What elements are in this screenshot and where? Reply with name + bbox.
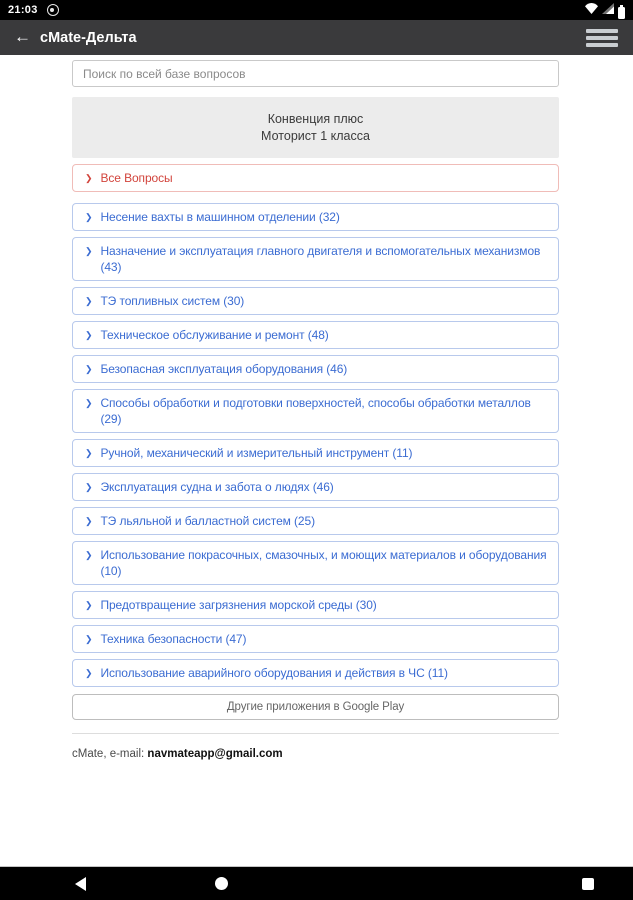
category-item[interactable] bbox=[72, 473, 559, 501]
chevron-right-icon: ❯ bbox=[85, 246, 93, 256]
category-item[interactable] bbox=[72, 507, 559, 535]
chevron-right-icon: ❯ bbox=[85, 482, 93, 492]
course-title: Конвенция плюс bbox=[267, 112, 364, 126]
menu-icon[interactable] bbox=[586, 27, 618, 49]
chevron-right-icon: ❯ bbox=[85, 448, 93, 458]
category-item[interactable] bbox=[72, 237, 559, 281]
category-label: Использование аварийного оборудования и действия в ЧС (11) bbox=[100, 666, 448, 680]
category-label: Безопасная эксплуатация оборудования (46) bbox=[100, 362, 348, 376]
google-play-button[interactable] bbox=[72, 694, 559, 720]
content-area bbox=[0, 55, 633, 865]
chevron-right-icon: ❯ bbox=[85, 516, 93, 526]
category-item[interactable] bbox=[72, 389, 559, 433]
status-bar bbox=[0, 0, 633, 20]
nav-recents-icon[interactable] bbox=[582, 878, 594, 890]
all-questions-label: Все Вопросы bbox=[100, 171, 173, 185]
divider bbox=[72, 733, 559, 734]
chevron-right-icon: ❯ bbox=[85, 668, 93, 678]
course-subtitle: Моторист 1 класса bbox=[261, 129, 370, 143]
category-item[interactable] bbox=[72, 355, 559, 383]
nav-back-icon[interactable] bbox=[75, 877, 86, 891]
search-input[interactable] bbox=[72, 60, 559, 87]
category-label: Назначение и эксплуатация главного двигателя и вспомогательных механизмов (43) bbox=[100, 244, 541, 274]
category-label: ТЭ льяльной и балластной систем (25) bbox=[100, 514, 315, 528]
category-label: Предотвращение загрязнения морской среды (30) bbox=[100, 598, 377, 612]
category-item[interactable] bbox=[72, 321, 559, 349]
status-bar-right bbox=[585, 1, 625, 20]
contact-line bbox=[72, 748, 559, 760]
clock: 21:03 bbox=[8, 4, 38, 16]
chevron-right-icon: ❯ bbox=[85, 330, 93, 340]
chevron-right-icon: ❯ bbox=[85, 364, 93, 374]
chevron-right-icon: ❯ bbox=[85, 173, 93, 183]
status-bar-left bbox=[8, 4, 59, 16]
chevron-right-icon: ❯ bbox=[85, 212, 93, 222]
chevron-right-icon: ❯ bbox=[85, 600, 93, 610]
contact-prefix: cMate, e-mail: bbox=[72, 748, 148, 760]
app-bar bbox=[0, 20, 633, 55]
wifi-icon bbox=[585, 1, 598, 19]
category-item[interactable] bbox=[72, 625, 559, 653]
category-label: Способы обработки и подготовки поверхностей, способы обработки металлов (29) bbox=[100, 396, 531, 426]
chevron-right-icon: ❯ bbox=[85, 296, 93, 306]
all-questions-button[interactable] bbox=[72, 164, 559, 192]
signal-icon bbox=[602, 1, 614, 19]
category-label: Ручной, механический и измерительный инструмент (11) bbox=[100, 446, 413, 460]
navigation-bar bbox=[0, 866, 633, 900]
category-label: Техническое обслуживание и ремонт (48) bbox=[100, 328, 329, 342]
app-title: cMate-Дельта bbox=[40, 30, 137, 46]
category-item[interactable] bbox=[72, 203, 559, 231]
google-play-label: Другие приложения в Google Play bbox=[226, 701, 405, 713]
category-list bbox=[72, 203, 559, 687]
category-label: Несение вахты в машинном отделении (32) bbox=[100, 210, 340, 224]
chevron-right-icon: ❯ bbox=[85, 398, 93, 408]
category-item[interactable] bbox=[72, 541, 559, 585]
category-item[interactable] bbox=[72, 591, 559, 619]
category-item[interactable] bbox=[72, 439, 559, 467]
chevron-right-icon: ❯ bbox=[85, 634, 93, 644]
category-label: Эксплуатация судна и забота о людях (46) bbox=[100, 480, 334, 494]
battery-icon bbox=[618, 7, 625, 19]
back-arrow-icon[interactable]: ← bbox=[14, 27, 31, 46]
category-item[interactable] bbox=[72, 659, 559, 687]
category-label: ТЭ топливных систем (30) bbox=[100, 294, 245, 308]
category-label: Использование покрасочных, смазочных, и моющих материалов и оборудования (10) bbox=[100, 548, 547, 578]
contact-email[interactable]: navmateapp@gmail.com bbox=[147, 748, 283, 760]
category-label: Техника безопасности (47) bbox=[100, 632, 247, 646]
category-item[interactable] bbox=[72, 287, 559, 315]
course-header bbox=[72, 97, 559, 158]
notification-icon bbox=[47, 4, 59, 16]
chevron-right-icon: ❯ bbox=[85, 550, 93, 560]
nav-home-icon[interactable] bbox=[215, 877, 228, 890]
